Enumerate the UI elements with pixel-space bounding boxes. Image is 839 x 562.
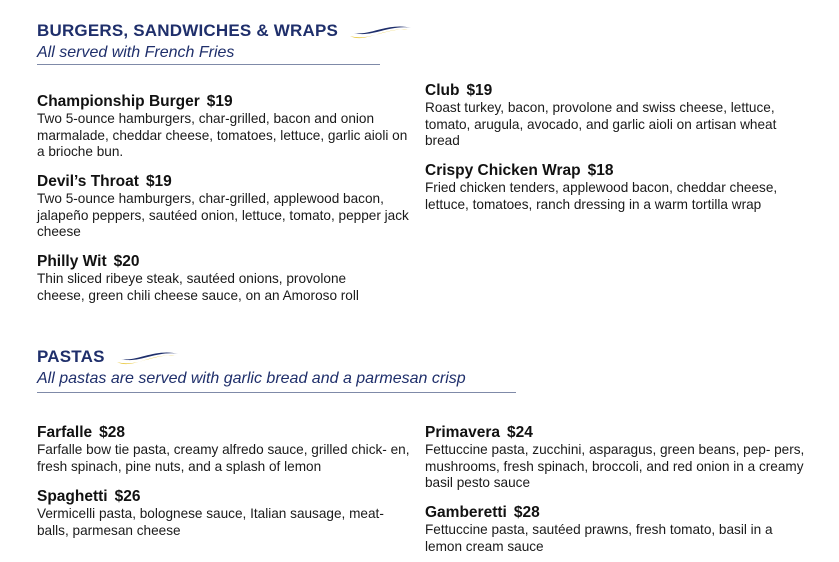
item-description: Two 5-ounce hamburgers, char-grilled, applewood bacon, jalapeño peppers, sautéed onion, lettuce, tomato, pepper jack cheese (37, 191, 409, 239)
item-price: $26 (114, 488, 141, 505)
burgers-section-header (37, 20, 414, 62)
menu-item (37, 252, 387, 304)
item-price: $28 (99, 424, 126, 441)
pastas-section-subtitle: All pastas are served with garlic bread and a parmesan crisp (37, 370, 466, 387)
menu-item (425, 503, 805, 555)
item-description: Fettuccine pasta, zucchini, asparagus, green beans, pep- pers, mushrooms, fresh spinach, broccoli, and red onion in a creamy basil pesto sauce (425, 442, 805, 490)
item-price: $19 (206, 93, 233, 110)
item-name: Primavera (425, 424, 500, 441)
item-price: $18 (587, 162, 614, 179)
item-price: $20 (113, 253, 140, 270)
burgers-section-subtitle: All served with French Fries (37, 44, 235, 61)
item-price: $24 (506, 424, 533, 441)
item-description: Roast turkey, bacon, provolone and swiss cheese, lettuce, tomato, arugula, avocado, and garlic aioli on artisan wheat bread (425, 100, 777, 148)
item-description: Vermicelli pasta, bolognese sauce, Italian sausage, meat- balls, parmesan cheese (37, 506, 384, 538)
item-name: Championship Burger (37, 93, 200, 110)
menu-item (425, 161, 805, 213)
item-description: Fried chicken tenders, applewood bacon, cheddar cheese, lettuce, tomatoes, ranch dressing in a warm tortilla wrap (425, 180, 778, 212)
menu-item (37, 172, 413, 241)
swoosh-icon (348, 20, 414, 42)
item-price: $28 (513, 504, 540, 521)
item-price: $19 (145, 173, 172, 190)
menu-item (37, 92, 413, 161)
item-description: Thin sliced ribeye steak, sautéed onions, provolone cheese, green chili cheese sauce, on an Amoroso roll (37, 271, 359, 303)
item-name: Gamberetti (425, 504, 507, 521)
item-description: Two 5-ounce hamburgers, char-grilled, bacon and onion marmalade, cheddar cheese, tomatoes, lettuce, garlic aioli on a brioche bun. (37, 111, 408, 159)
menu-item (37, 487, 413, 539)
item-name: Crispy Chicken Wrap (425, 162, 581, 179)
item-name: Club (425, 82, 460, 99)
item-name: Spaghetti (37, 488, 108, 505)
item-description: Fettuccine pasta, sautéed prawns, fresh tomato, basil in a lemon cream sauce (425, 522, 773, 554)
pastas-section-header (37, 346, 466, 388)
pastas-section-title: PASTAS (37, 347, 105, 366)
menu-item (425, 423, 805, 492)
pastas-divider (37, 392, 516, 393)
burgers-divider (37, 64, 380, 65)
item-description: Farfalle bow tie pasta, creamy alfredo sauce, grilled chick- en, fresh spinach, pine nuts, and a splash of lemon (37, 442, 410, 474)
item-name: Devil’s Throat (37, 173, 139, 190)
menu-item (37, 423, 413, 475)
burgers-section-title: BURGERS, SANDWICHES & WRAPS (37, 21, 339, 40)
swoosh-icon (115, 346, 181, 368)
item-name: Philly Wit (37, 253, 107, 270)
menu-item (425, 81, 805, 150)
item-price: $19 (466, 82, 493, 99)
item-name: Farfalle (37, 424, 93, 441)
